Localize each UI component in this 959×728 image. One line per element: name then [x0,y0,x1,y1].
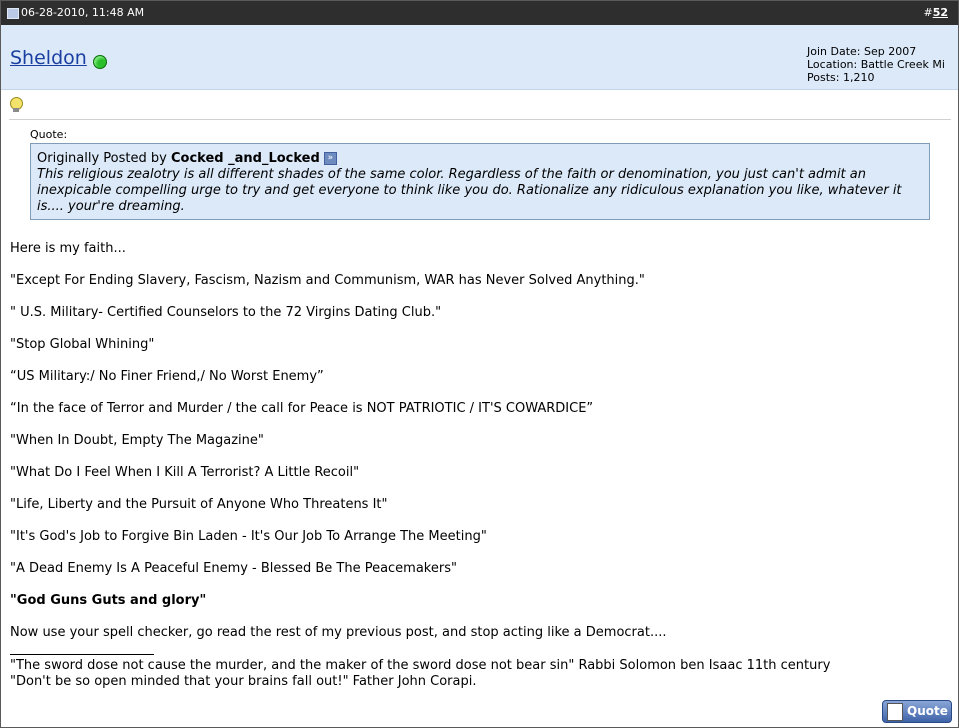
user-stats [807,45,945,84]
message-line: Now use your spell checker, go read the rest of my previous post, and stop acting like a Democrat.... [10,625,667,640]
lightbulb-icon [10,97,22,113]
message-line: "When In Doubt, Empty The Magazine" [10,433,264,448]
quote-text: This religious zealotry is all different shades of the same color. Regardless of the faith or denomination, you just can't admit an inexpicable compelling urge to try and get everyone to think like you do. Rationalize any ridiculous explanation you like, whatever it is.... your're dreaming. [37,167,902,214]
message-line-bold: "God Guns Guts and glory" [10,593,207,608]
signature-line: "The sword dose not cause the murder, and the maker of the sword dose not bear sin" Rabbi Solomon ben Isaac 11th century [10,658,831,673]
message-line: " U.S. Military- Certified Counselors to the 72 Virgins Dating Club." [10,305,442,320]
divider [9,119,951,120]
user-info-bar [1,25,958,90]
signature [10,658,830,690]
signature-line: "Don't be so open minded that your brains fall out!" Father John Corapi. [10,674,477,689]
join-date: Join Date: Sep 2007 [807,45,917,58]
message-line: "A Dead Enemy Is A Peaceful Enemy - Blessed Be The Peacemakers" [10,561,457,576]
post-count: Posts: 1,210 [807,71,875,84]
message-line: "Stop Global Whining" [10,337,155,352]
post-date: 06-28-2010, 11:48 AM [21,6,145,19]
message-line: Here is my faith... [10,241,126,256]
message-line: "It's God's Job to Forgive Bin Laden - It's Our Job To Arrange The Meeting" [10,529,487,544]
quote-posted-by: Originally Posted by [37,151,167,166]
quote-button[interactable] [882,700,952,723]
quote-box [30,143,930,220]
message-line: “US Military:/ No Finer Friend,/ No Worst Enemy” [10,369,324,384]
message-line: "What Do I Feel When I Kill A Terrorist? A Little Recoil" [10,465,360,480]
quote-label: Quote: [30,128,68,141]
post-message [10,241,950,657]
username-link[interactable]: Sheldon [10,47,87,69]
location: Location: Battle Creek Mi [807,58,945,71]
post-permalink[interactable]: 52 [932,6,948,19]
post-number [923,6,948,19]
message-line: "Except For Ending Slavery, Fascism, Nazism and Communism, WAR has Never Solved Anything." [10,273,645,288]
quote-button-label: Quote [907,704,948,718]
quote-attribution [37,151,929,167]
view-post-arrow-icon[interactable]: » [324,152,337,165]
post-number-prefix: # [923,6,933,19]
message-line: “In the face of Terror and Murder / the call for Peace is NOT PATRIOTIC / IT'S COWARDICE” [10,401,594,416]
online-status-icon [93,55,107,69]
message-line: "Life, Liberty and the Pursuit of Anyone Who Threatens It" [10,497,388,512]
post-header [1,1,958,25]
quote-author: Cocked _and_Locked [170,151,320,166]
signature-divider [10,654,154,655]
post-icon [7,8,19,19]
quote-pen-icon [887,703,903,721]
